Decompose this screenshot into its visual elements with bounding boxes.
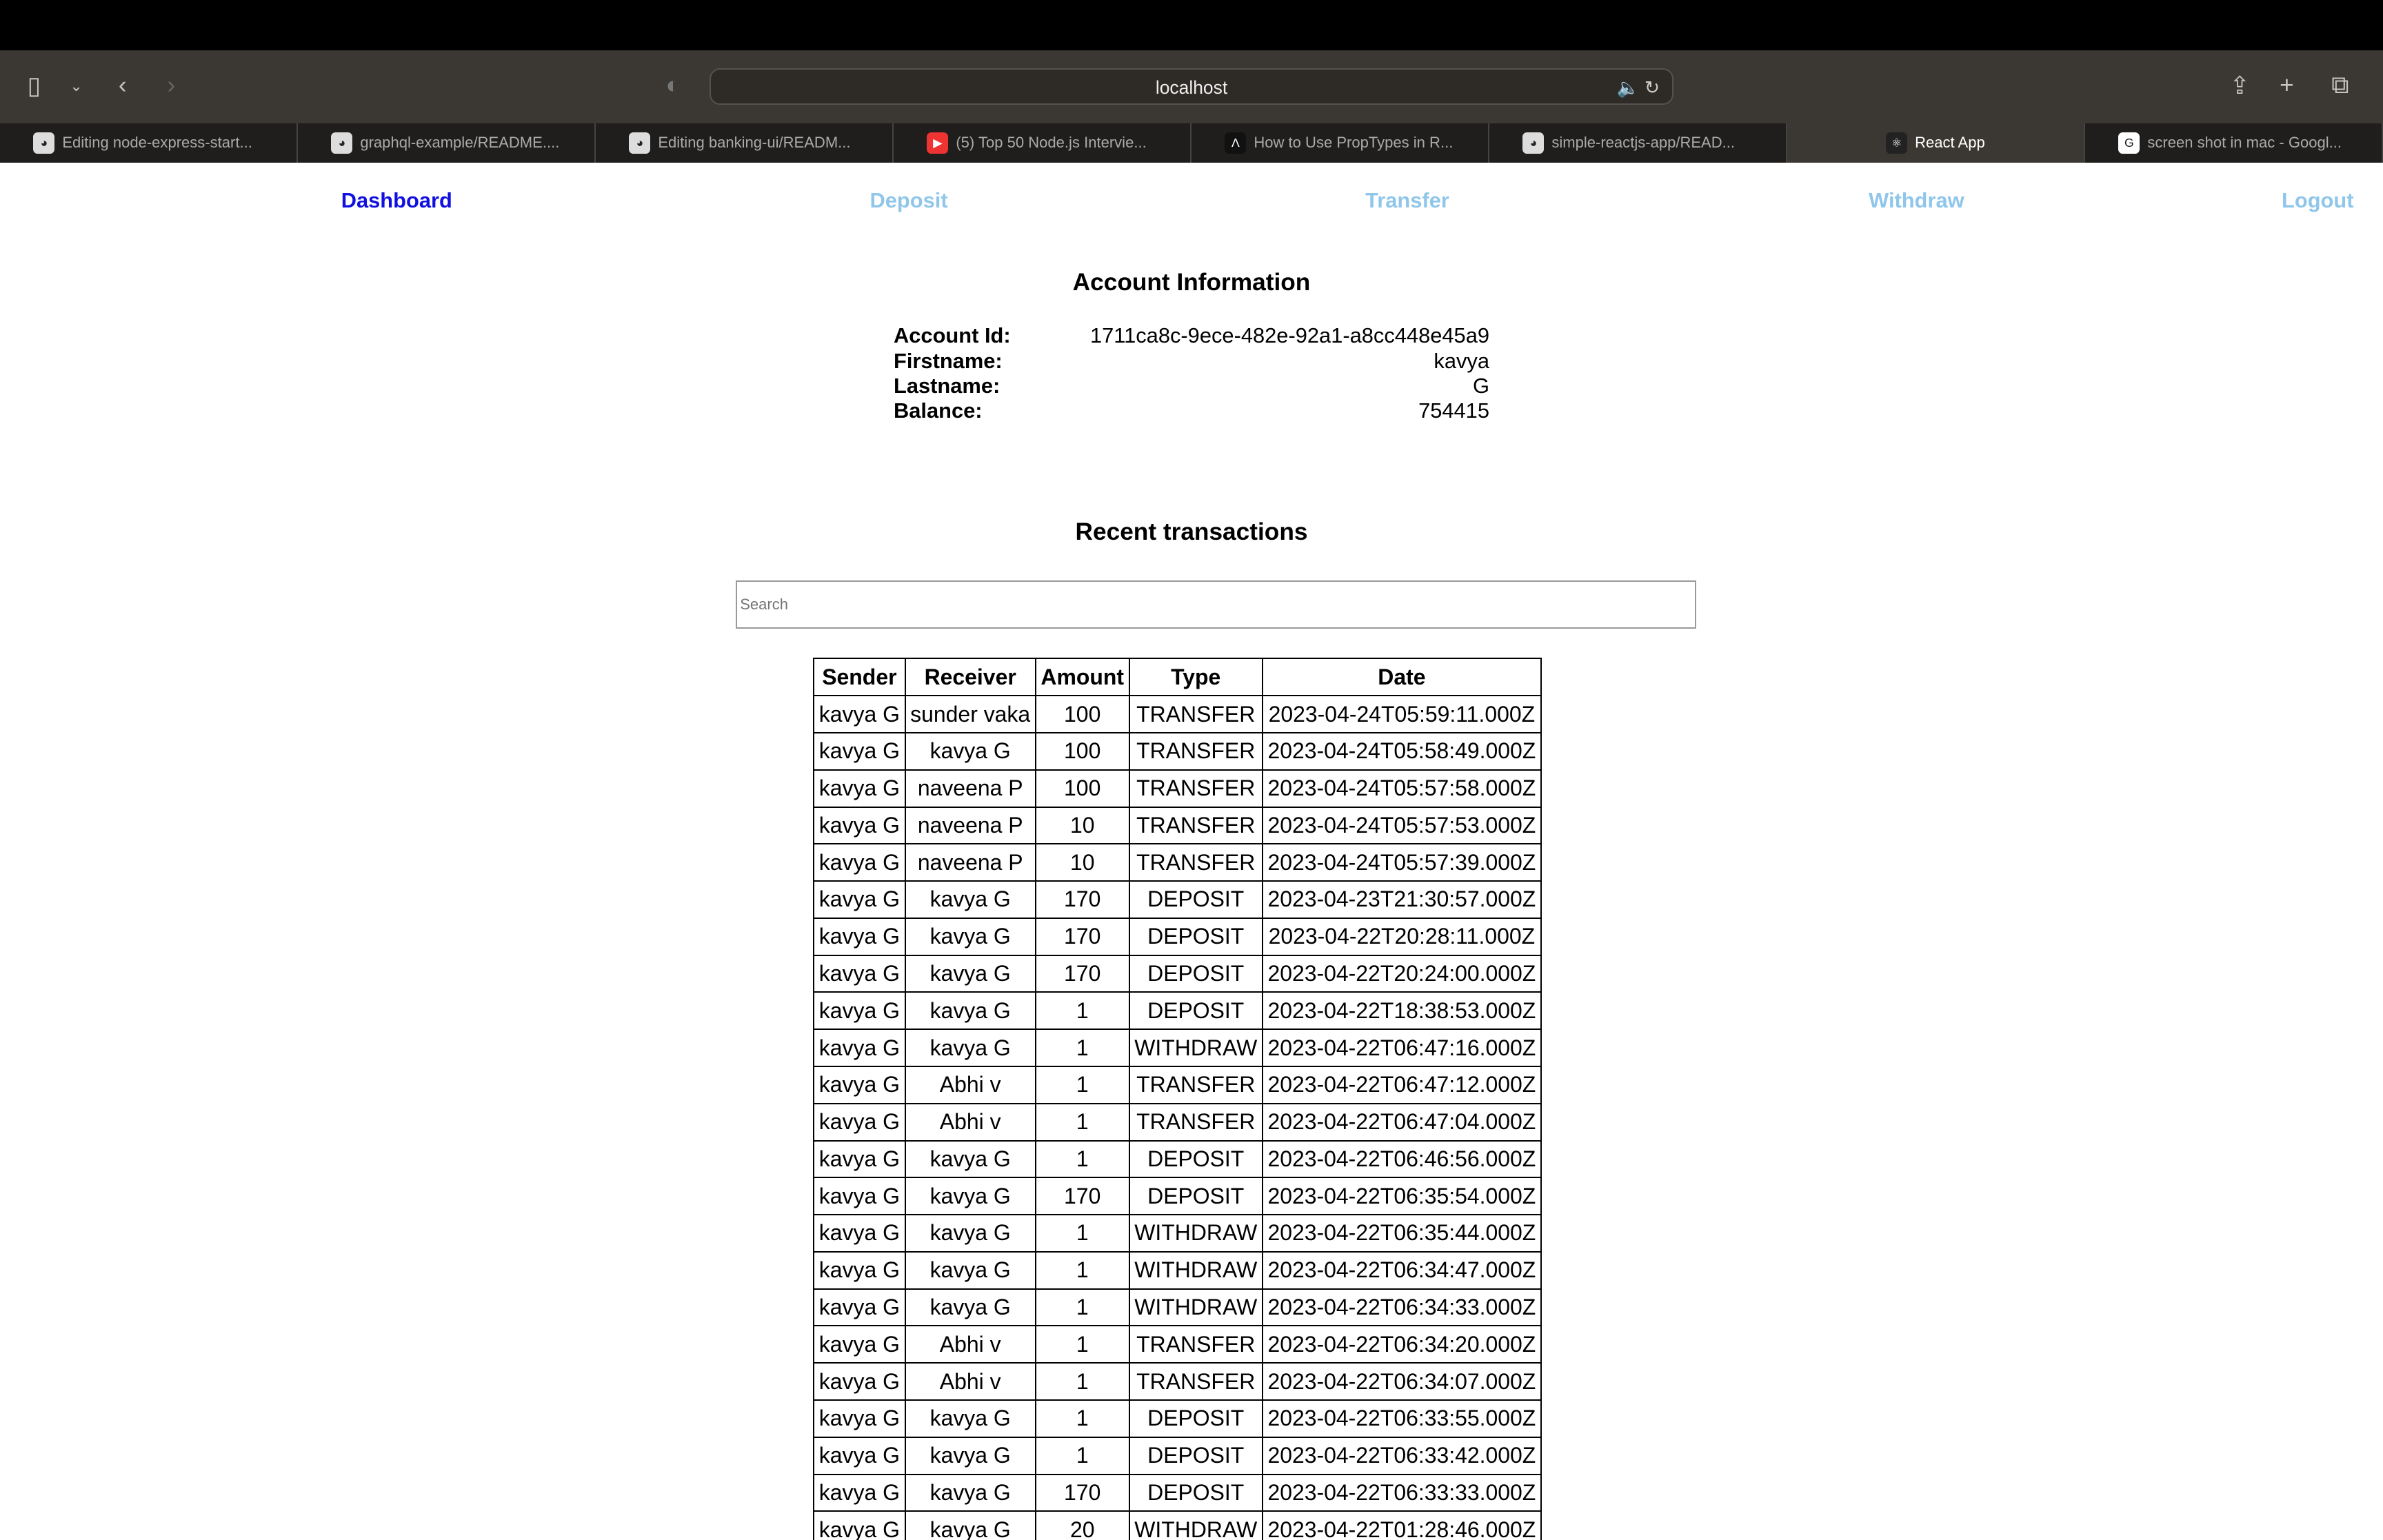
reload-icon[interactable]: 🔈 ↻ [1616, 77, 1660, 99]
browser-tab[interactable] [298, 123, 596, 163]
browser-tab[interactable] [596, 123, 894, 163]
react-icon: ⚛ [1886, 132, 1907, 154]
nav-deposit[interactable]: Deposit [869, 188, 948, 213]
cell-amount: 1 [1036, 1104, 1129, 1141]
cell-date: 2023-04-22T06:33:33.000Z [1263, 1475, 1541, 1512]
nav-logout[interactable]: Logout [2282, 188, 2354, 213]
cell-receiver: kavya G [905, 1437, 1036, 1475]
table-row [814, 1177, 1541, 1215]
table-row [814, 918, 1541, 955]
table-row [814, 992, 1541, 1029]
cell-amount: 100 [1036, 733, 1129, 770]
cell-date: 2023-04-22T06:33:42.000Z [1263, 1437, 1541, 1475]
cell-amount: 170 [1036, 955, 1129, 993]
cell-sender: kavya G [814, 1066, 905, 1104]
lastname-value: G [1473, 373, 1489, 398]
cell-receiver: kavya G [905, 1511, 1036, 1540]
cell-receiver: naveena P [905, 807, 1036, 844]
cell-amount: 1 [1036, 1289, 1129, 1326]
tab-label: Editing node-express-start... [62, 134, 252, 152]
cell-amount: 20 [1036, 1511, 1129, 1540]
table-row [814, 881, 1541, 918]
cell-date: 2023-04-22T06:47:16.000Z [1263, 1029, 1541, 1066]
site-icon: Λ [1225, 132, 1246, 154]
cell-date: 2023-04-22T06:46:56.000Z [1263, 1141, 1541, 1178]
cell-receiver: Abhi v [905, 1066, 1036, 1104]
cell-date: 2023-04-24T05:57:53.000Z [1263, 807, 1541, 844]
table-row [814, 807, 1541, 844]
tab-label: screen shot in mac - Googl... [2147, 134, 2342, 152]
cell-date: 2023-04-22T01:28:46.000Z [1263, 1511, 1541, 1540]
tab-label: (5) Top 50 Node.js Intervie... [956, 134, 1147, 152]
google-icon: G [2118, 132, 2140, 154]
cell-type: WITHDRAW [1129, 1029, 1263, 1066]
cell-sender: kavya G [814, 1029, 905, 1066]
github-icon: ◕ [629, 132, 650, 154]
cell-amount: 1 [1036, 1252, 1129, 1289]
cell-type: TRANSFER [1129, 770, 1263, 807]
cell-receiver: naveena P [905, 844, 1036, 881]
cell-date: 2023-04-24T05:58:49.000Z [1263, 733, 1541, 770]
nav-withdraw[interactable]: Withdraw [1869, 188, 1964, 213]
cell-amount: 1 [1036, 1326, 1129, 1363]
cell-receiver: Abhi v [905, 1363, 1036, 1400]
cell-receiver: Abhi v [905, 1104, 1036, 1141]
cell-date: 2023-04-22T06:33:55.000Z [1263, 1400, 1541, 1437]
column-header-receiver[interactable]: Receiver [905, 658, 1036, 696]
cell-receiver: kavya G [905, 1141, 1036, 1178]
cell-amount: 1 [1036, 1141, 1129, 1178]
cell-date: 2023-04-22T06:47:04.000Z [1263, 1104, 1541, 1141]
table-row [814, 955, 1541, 993]
browser-tab[interactable] [1192, 123, 1489, 163]
cell-sender: kavya G [814, 1215, 905, 1252]
cell-type: WITHDRAW [1129, 1511, 1263, 1540]
table-row [814, 1215, 1541, 1252]
cell-date: 2023-04-22T06:35:44.000Z [1263, 1215, 1541, 1252]
cell-amount: 1 [1036, 992, 1129, 1029]
cell-receiver: Abhi v [905, 1326, 1036, 1363]
cell-date: 2023-04-22T18:38:53.000Z [1263, 992, 1541, 1029]
cell-receiver: kavya G [905, 1252, 1036, 1289]
cell-sender: kavya G [814, 918, 905, 955]
browser-tab[interactable] [2085, 123, 2383, 163]
cell-type: DEPOSIT [1129, 955, 1263, 993]
cell-amount: 10 [1036, 807, 1129, 844]
cell-receiver: sunder vaka [905, 696, 1036, 733]
cell-receiver: kavya G [905, 733, 1036, 770]
table-header-row [814, 658, 1541, 696]
share-icon[interactable]: ⇪ [2229, 72, 2250, 99]
cell-amount: 1 [1036, 1215, 1129, 1252]
cell-receiver: kavya G [905, 881, 1036, 918]
account-info [894, 323, 1489, 423]
cell-date: 2023-04-24T05:59:11.000Z [1263, 696, 1541, 733]
cell-amount: 170 [1036, 881, 1129, 918]
shield-icon[interactable]: ◐ [665, 71, 681, 99]
cell-receiver: kavya G [905, 1475, 1036, 1512]
column-header-sender[interactable]: Sender [814, 658, 905, 696]
cell-amount: 100 [1036, 770, 1129, 807]
cell-type: DEPOSIT [1129, 992, 1263, 1029]
table-row [814, 1363, 1541, 1400]
cell-type: TRANSFER [1129, 1104, 1263, 1141]
cell-type: TRANSFER [1129, 733, 1263, 770]
cell-date: 2023-04-24T05:57:58.000Z [1263, 770, 1541, 807]
cell-amount: 1 [1036, 1400, 1129, 1437]
browser-tab[interactable] [1489, 123, 1787, 163]
cell-sender: kavya G [814, 1252, 905, 1289]
tab-label: React App [1915, 134, 1985, 152]
cell-sender: kavya G [814, 1437, 905, 1475]
cell-date: 2023-04-22T06:35:54.000Z [1263, 1177, 1541, 1215]
cell-receiver: naveena P [905, 770, 1036, 807]
account-id-value: 1711ca8c-9ece-482e-92a1-a8cc448e45a9 [1089, 323, 1489, 348]
forward-icon[interactable]: › [167, 71, 176, 99]
chevron-down-icon[interactable]: ⌄ [70, 77, 83, 95]
browser-tab[interactable] [1787, 123, 2085, 163]
table-row [814, 1104, 1541, 1141]
github-icon: ◕ [33, 132, 54, 154]
cell-type: WITHDRAW [1129, 1289, 1263, 1326]
tab-overview-icon[interactable]: ⧉ [2331, 71, 2349, 99]
tab-label: graphql-example/README.... [360, 134, 560, 152]
cell-amount: 1 [1036, 1066, 1129, 1104]
table-row [814, 696, 1541, 733]
account-info-title: Account Information [1072, 269, 1311, 296]
cell-sender: kavya G [814, 1104, 905, 1141]
cell-type: TRANSFER [1129, 1326, 1263, 1363]
cell-receiver: kavya G [905, 1215, 1036, 1252]
cell-type: WITHDRAW [1129, 1215, 1263, 1252]
github-icon: ◕ [331, 132, 352, 154]
lastname-label: Lastname: [894, 373, 1001, 398]
cell-receiver: kavya G [905, 1029, 1036, 1066]
column-header-date[interactable]: Date [1263, 658, 1541, 696]
balance-value: 754415 [1418, 398, 1489, 423]
cell-date: 2023-04-22T06:34:07.000Z [1263, 1363, 1541, 1400]
browser-toolbar [0, 50, 2383, 123]
cell-receiver: kavya G [905, 918, 1036, 955]
cell-date: 2023-04-22T06:47:12.000Z [1263, 1066, 1541, 1104]
cell-sender: kavya G [814, 1141, 905, 1178]
column-header-amount[interactable]: Amount [1036, 658, 1129, 696]
cell-amount: 1 [1036, 1029, 1129, 1066]
table-row [814, 1437, 1541, 1475]
nav-dashboard[interactable]: Dashboard [341, 188, 452, 213]
cell-type: DEPOSIT [1129, 1177, 1263, 1215]
cell-type: DEPOSIT [1129, 918, 1263, 955]
account-id-label: Account Id: [894, 323, 1011, 348]
sidebar-icon[interactable]: ▯ [27, 72, 41, 99]
cell-receiver: kavya G [905, 1289, 1036, 1326]
cell-type: DEPOSIT [1129, 881, 1263, 918]
table-row [814, 1400, 1541, 1437]
balance-label: Balance: [894, 398, 983, 423]
cell-amount: 1 [1036, 1437, 1129, 1475]
table-row [814, 1511, 1541, 1540]
cell-sender: kavya G [814, 1400, 905, 1437]
cell-receiver: kavya G [905, 955, 1036, 993]
cell-sender: kavya G [814, 733, 905, 770]
cell-type: DEPOSIT [1129, 1400, 1263, 1437]
cell-type: WITHDRAW [1129, 1252, 1263, 1289]
cell-amount: 170 [1036, 918, 1129, 955]
address-bar[interactable] [710, 68, 1673, 105]
back-icon[interactable]: ‹ [118, 71, 127, 99]
tab-label: Editing banking-ui/READM... [658, 134, 851, 152]
cell-sender: kavya G [814, 696, 905, 733]
cell-date: 2023-04-24T05:57:39.000Z [1263, 844, 1541, 881]
tab-bar [0, 123, 2383, 163]
menu-bar [0, 0, 2383, 50]
github-icon: ◕ [1522, 132, 1544, 154]
table-row [814, 1252, 1541, 1289]
cell-type: TRANSFER [1129, 807, 1263, 844]
cell-date: 2023-04-22T20:24:00.000Z [1263, 955, 1541, 993]
tab-label: simple-reactjs-app/READ... [1551, 134, 1736, 152]
cell-amount: 1 [1036, 1363, 1129, 1400]
table-row [814, 1066, 1541, 1104]
firstname-label: Firstname: [894, 348, 1003, 373]
cell-amount: 10 [1036, 844, 1129, 881]
cell-receiver: kavya G [905, 1400, 1036, 1437]
cell-sender: kavya G [814, 955, 905, 993]
cell-sender: kavya G [814, 770, 905, 807]
table-row [814, 1289, 1541, 1326]
cell-date: 2023-04-22T06:34:47.000Z [1263, 1252, 1541, 1289]
cell-type: DEPOSIT [1129, 1141, 1263, 1178]
cell-sender: kavya G [814, 1475, 905, 1512]
cell-amount: 170 [1036, 1177, 1129, 1215]
cell-amount: 170 [1036, 1475, 1129, 1512]
cell-type: TRANSFER [1129, 696, 1263, 733]
youtube-icon: ▶ [927, 132, 948, 154]
firstname-value: kavya [1434, 348, 1489, 373]
cell-receiver: kavya G [905, 1177, 1036, 1215]
search-input[interactable] [736, 580, 1696, 629]
table-row [814, 1326, 1541, 1363]
nav-transfer[interactable]: Transfer [1365, 188, 1449, 213]
table-row [814, 733, 1541, 770]
column-header-type[interactable]: Type [1129, 658, 1263, 696]
cell-sender: kavya G [814, 1289, 905, 1326]
cell-type: TRANSFER [1129, 1363, 1263, 1400]
cell-sender: kavya G [814, 807, 905, 844]
cell-date: 2023-04-22T06:34:20.000Z [1263, 1326, 1541, 1363]
transactions-table [813, 658, 1542, 1540]
table-row [814, 1029, 1541, 1066]
cell-date: 2023-04-23T21:30:57.000Z [1263, 881, 1541, 918]
browser-tab[interactable] [0, 123, 298, 163]
cell-sender: kavya G [814, 992, 905, 1029]
table-row [814, 844, 1541, 881]
table-row [814, 770, 1541, 807]
cell-sender: kavya G [814, 844, 905, 881]
cell-date: 2023-04-22T20:28:11.000Z [1263, 918, 1541, 955]
cell-date: 2023-04-22T06:34:33.000Z [1263, 1289, 1541, 1326]
cell-sender: kavya G [814, 1511, 905, 1540]
recent-transactions-title: Recent transactions [1075, 518, 1308, 545]
cell-sender: kavya G [814, 881, 905, 918]
cell-sender: kavya G [814, 1363, 905, 1400]
tab-label: How to Use PropTypes in R... [1254, 134, 1454, 152]
cell-amount: 100 [1036, 696, 1129, 733]
browser-tab[interactable] [894, 123, 1192, 163]
table-row [814, 1475, 1541, 1512]
new-tab-icon[interactable]: + [2280, 71, 2294, 99]
cell-receiver: kavya G [905, 992, 1036, 1029]
cell-sender: kavya G [814, 1326, 905, 1363]
cell-type: DEPOSIT [1129, 1475, 1263, 1512]
url-text: localhost [1155, 77, 1228, 99]
cell-type: TRANSFER [1129, 844, 1263, 881]
cell-sender: kavya G [814, 1177, 905, 1215]
cell-type: DEPOSIT [1129, 1437, 1263, 1475]
cell-type: TRANSFER [1129, 1066, 1263, 1104]
table-row [814, 1141, 1541, 1178]
